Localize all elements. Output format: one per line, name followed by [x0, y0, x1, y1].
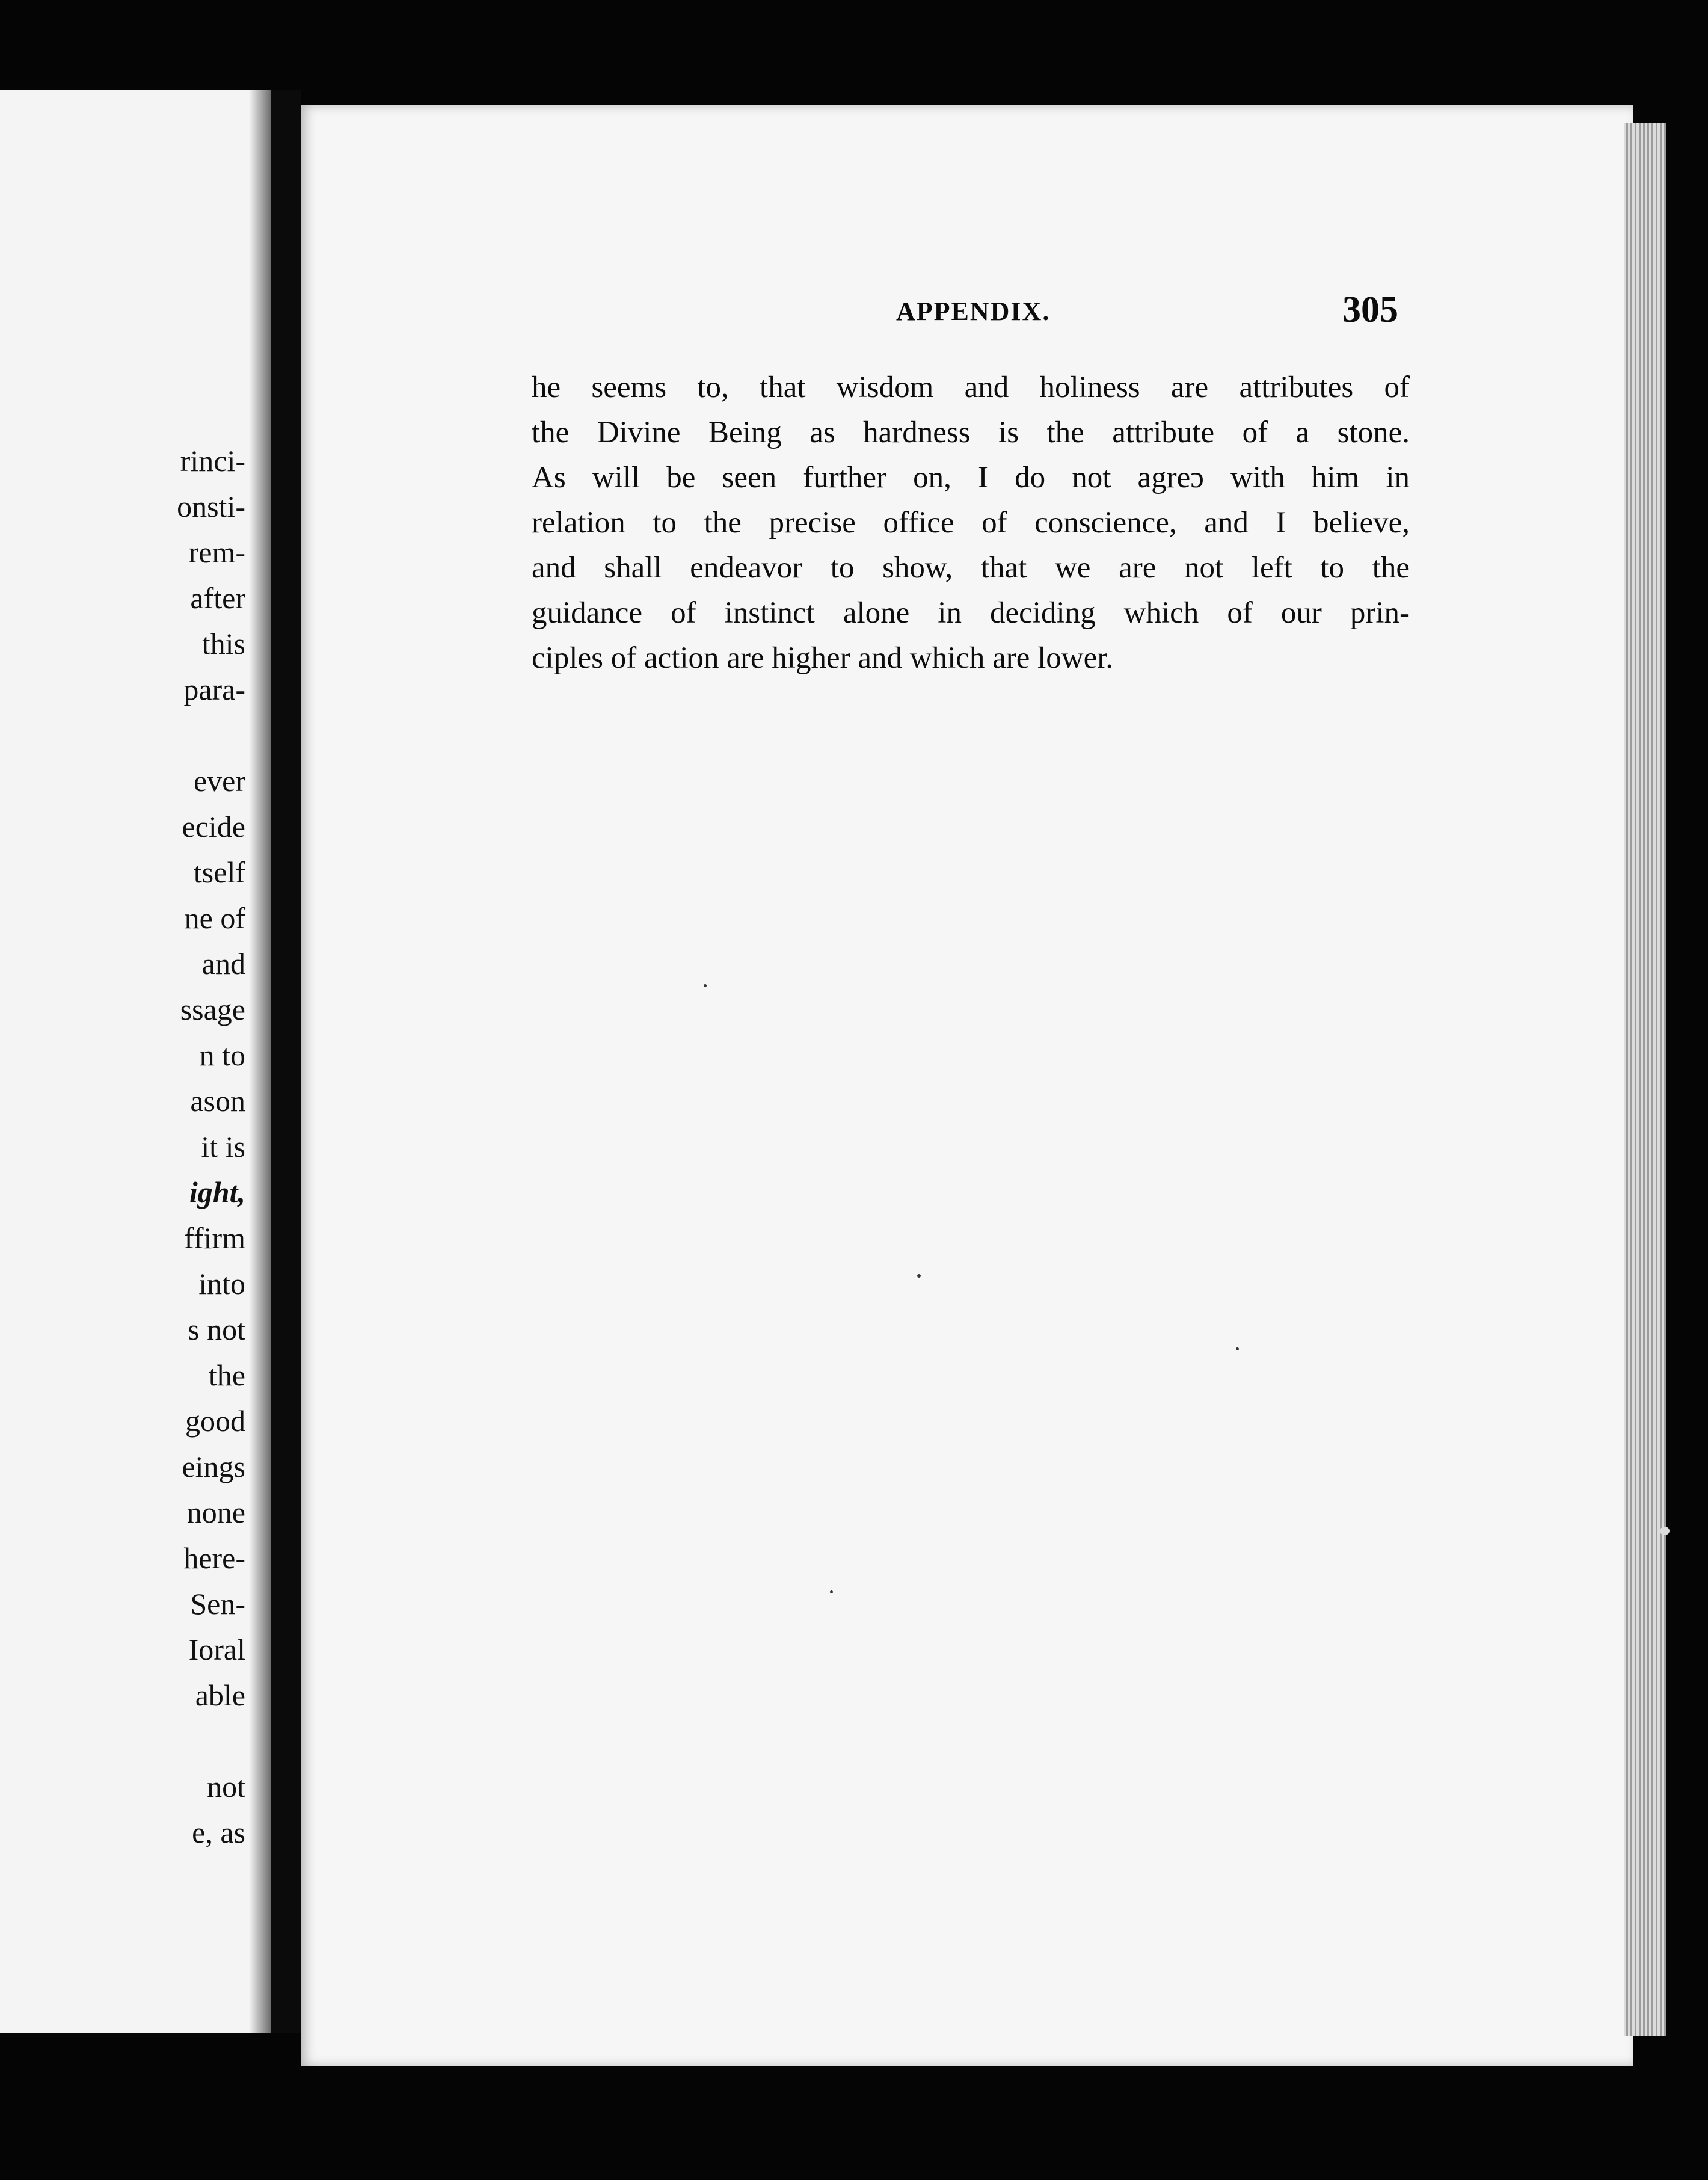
- text-line: ciples of action are higher and which are lower.: [532, 641, 1114, 675]
- paragraph-gap: [0, 712, 245, 758]
- text-line: and shall endeavor to show, that we are not left to the: [532, 551, 1410, 585]
- left-line: ason: [190, 1084, 245, 1118]
- left-line: good: [185, 1404, 245, 1438]
- page-number: 305: [1342, 289, 1398, 330]
- paragraph-gap: [0, 1718, 245, 1764]
- previous-page-fragment: [0, 90, 271, 2033]
- scan-speck: [1236, 1347, 1239, 1350]
- text-line: As will be seen further on, I do not agreɔ with him in: [532, 461, 1410, 494]
- left-line: and: [201, 947, 245, 981]
- paragraph: [532, 365, 1410, 681]
- scan-speck: [1660, 1527, 1670, 1535]
- left-line: e, as: [192, 1815, 245, 1849]
- text-line: the Divine Being as hardness is the attribute of a stone.: [532, 416, 1410, 449]
- left-line: after: [190, 581, 245, 615]
- left-line: tself: [193, 855, 245, 889]
- left-line: s not: [188, 1313, 245, 1346]
- left-line: onsti-: [177, 490, 245, 523]
- left-line: into: [198, 1267, 245, 1301]
- scan-speck: [917, 1274, 921, 1278]
- left-line: eings: [182, 1450, 245, 1483]
- left-line: ssage: [180, 993, 245, 1026]
- left-line: ne of: [184, 901, 245, 935]
- left-line: able: [195, 1678, 245, 1712]
- left-line: n to: [199, 1038, 245, 1072]
- left-line: this: [201, 627, 245, 660]
- previous-page-text: [0, 438, 245, 1855]
- left-line: it is: [201, 1130, 245, 1163]
- left-line: not: [207, 1770, 245, 1803]
- left-line: none: [186, 1495, 245, 1529]
- text-line: he seems to, that wisdom and holiness are attributes of: [532, 371, 1410, 404]
- left-line: Ioral: [188, 1633, 245, 1666]
- left-line: ffirm: [184, 1221, 245, 1255]
- left-line: the: [208, 1358, 245, 1392]
- left-line: here-: [183, 1541, 245, 1575]
- text-line: guidance of instinct alone in deciding which of our prin-: [532, 596, 1410, 630]
- left-line: ecide: [182, 810, 245, 843]
- left-line: rem-: [188, 535, 245, 569]
- text-line: relation to the precise office of conscience, and I believe,: [532, 506, 1410, 540]
- scan-speck: [704, 984, 707, 987]
- left-line: ever: [193, 764, 245, 798]
- running-head: APPENDIX.: [896, 297, 1051, 326]
- left-line-italic: ight,: [189, 1175, 245, 1209]
- scan-speck: [830, 1590, 833, 1593]
- left-line: Sen-: [190, 1587, 245, 1621]
- left-line: rinci-: [180, 444, 245, 478]
- left-line: para-: [183, 673, 245, 706]
- page-stack-edges: [1624, 123, 1666, 2036]
- page-edge-shadow: [249, 90, 271, 2033]
- book-gutter: [271, 90, 301, 2033]
